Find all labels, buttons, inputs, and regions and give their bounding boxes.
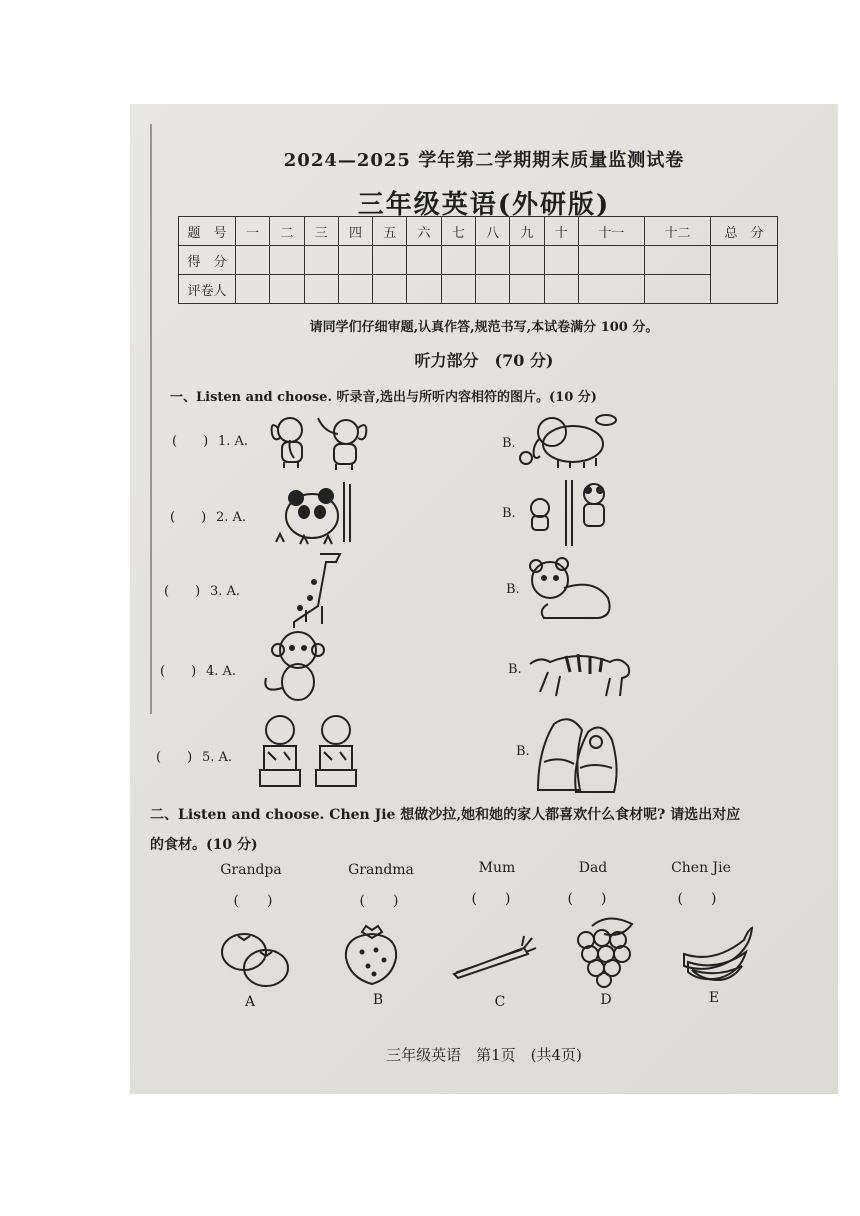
score-cell[interactable]	[544, 246, 578, 275]
person-chen-jie: Chen Jie	[671, 860, 731, 876]
score-row-grader	[179, 275, 778, 304]
question-number-cell: 二	[270, 217, 304, 246]
question-number-cell: 十二	[644, 217, 710, 246]
pandas-on-tree-icon[interactable]	[526, 480, 616, 546]
score-cell[interactable]	[441, 246, 475, 275]
answer-paren[interactable]: ( )	[233, 893, 273, 909]
exam-title: 2024—2025 学年第二学期期末质量监测试卷	[283, 150, 685, 171]
question-2	[170, 506, 246, 525]
section2-title: 二、Listen and choose. Chen Jie 想做沙拉,她和她的家人都喜欢什么食材呢? 请选出对应	[150, 807, 741, 823]
grader-cell[interactable]	[236, 275, 270, 304]
person-mum: Mum	[478, 860, 516, 876]
tomato-icon	[218, 928, 294, 990]
answer-paren[interactable]: ( )	[359, 893, 399, 909]
row-label: 得 分	[179, 246, 236, 275]
question-number: 3. A.	[210, 584, 241, 599]
question-number-cell: 一	[236, 217, 270, 246]
food-letter-d: D	[600, 992, 612, 1008]
person-grandma: Grandma	[348, 862, 414, 878]
grapes-icon	[568, 916, 642, 988]
score-table	[178, 216, 778, 304]
score-row-question-numbers	[179, 217, 778, 246]
monkey-icon[interactable]	[258, 628, 330, 704]
score-cell[interactable]	[338, 246, 372, 275]
question-number-cell: 十	[544, 217, 578, 246]
food-letter-b: B	[372, 992, 384, 1008]
food-letter-a: A	[244, 994, 256, 1010]
score-cell[interactable]	[407, 246, 441, 275]
stone-lions-icon[interactable]	[254, 712, 364, 792]
page-footer: 三年级英语 第1页 (共4页)	[386, 1046, 582, 1064]
question-3	[164, 580, 240, 599]
food-letter-c: C	[494, 994, 506, 1010]
grader-cell[interactable]	[270, 275, 304, 304]
hats-icon[interactable]	[534, 712, 618, 794]
option-b-label: B.	[502, 506, 516, 521]
grader-cell[interactable]	[475, 275, 509, 304]
question-number-cell: 九	[510, 217, 544, 246]
answer-paren[interactable]: ( )	[677, 891, 717, 907]
grader-cell[interactable]	[304, 275, 338, 304]
food-letter-e: E	[708, 990, 720, 1006]
question-number: 2. A.	[216, 510, 247, 525]
question-number-cell: 四	[338, 217, 372, 246]
two-elephants-icon[interactable]	[268, 410, 368, 470]
question-number: 5. A.	[202, 750, 233, 765]
row-label: 评卷人	[179, 275, 236, 304]
grader-cell[interactable]	[510, 275, 544, 304]
grader-cell[interactable]	[544, 275, 578, 304]
score-cell[interactable]	[578, 246, 644, 275]
banana-icon	[682, 928, 756, 980]
strawberry-icon	[344, 924, 400, 984]
question-1	[172, 430, 248, 449]
tiger-icon[interactable]	[526, 642, 636, 698]
score-row-points	[179, 246, 778, 275]
answer-paren[interactable]: ( )	[471, 891, 511, 907]
score-cell[interactable]	[270, 246, 304, 275]
row-label: 题 号	[179, 217, 236, 246]
answer-paren[interactable]: ( )	[172, 434, 209, 449]
question-5	[156, 746, 232, 765]
score-cell[interactable]	[304, 246, 338, 275]
grader-cell[interactable]	[407, 275, 441, 304]
question-number: 4. A.	[206, 664, 237, 679]
option-b-label: B.	[508, 662, 522, 677]
exam-instructions: 请同学们仔细审题,认真作答,规范书写,本试卷满分 100 分。	[309, 320, 659, 335]
answer-paren[interactable]: ( )	[160, 664, 197, 679]
question-4	[160, 660, 236, 679]
grader-cell[interactable]	[338, 275, 372, 304]
option-b-label: B.	[506, 582, 520, 597]
question-number-cell: 三	[304, 217, 338, 246]
question-number-cell: 十一	[578, 217, 644, 246]
option-b-label: B.	[516, 744, 530, 759]
giraffe-icon[interactable]	[276, 548, 346, 626]
bear-icon[interactable]	[524, 558, 614, 618]
option-b-label: B.	[502, 436, 516, 451]
score-cell[interactable]	[475, 246, 509, 275]
score-cell[interactable]	[236, 246, 270, 275]
grader-cell[interactable]	[644, 275, 710, 304]
question-number-cell: 六	[407, 217, 441, 246]
exam-page	[130, 104, 838, 1094]
exam-subject: 三年级英语(外研版)	[357, 190, 611, 220]
person-grandpa: Grandpa	[220, 862, 282, 878]
elephant-with-balls-icon[interactable]	[518, 408, 618, 470]
grader-cell[interactable]	[578, 275, 644, 304]
answer-paren[interactable]: ( )	[170, 510, 207, 525]
score-cell[interactable]	[373, 246, 407, 275]
total-score-cell[interactable]	[711, 246, 778, 304]
section1-title: 一、Listen and choose. 听录音,选出与所听内容相符的图片。(10 分)	[170, 390, 597, 405]
score-cell[interactable]	[644, 246, 710, 275]
question-number: 1. A.	[218, 434, 249, 449]
panda-with-bamboo-icon[interactable]	[272, 482, 362, 546]
answer-paren[interactable]: ( )	[156, 750, 193, 765]
question-number-cell: 八	[475, 217, 509, 246]
grader-cell[interactable]	[373, 275, 407, 304]
total-score-header: 总 分	[711, 217, 778, 246]
answer-paren[interactable]: ( )	[164, 584, 201, 599]
question-number-cell: 七	[441, 217, 475, 246]
score-cell[interactable]	[510, 246, 544, 275]
listening-heading: 听力部分 (70 分)	[414, 351, 554, 370]
answer-paren[interactable]: ( )	[567, 891, 607, 907]
grader-cell[interactable]	[441, 275, 475, 304]
carrot-icon	[452, 934, 536, 980]
question-number-cell: 五	[373, 217, 407, 246]
person-dad: Dad	[578, 860, 608, 876]
section2-title-cont: 的食材。(10 分)	[150, 837, 258, 853]
